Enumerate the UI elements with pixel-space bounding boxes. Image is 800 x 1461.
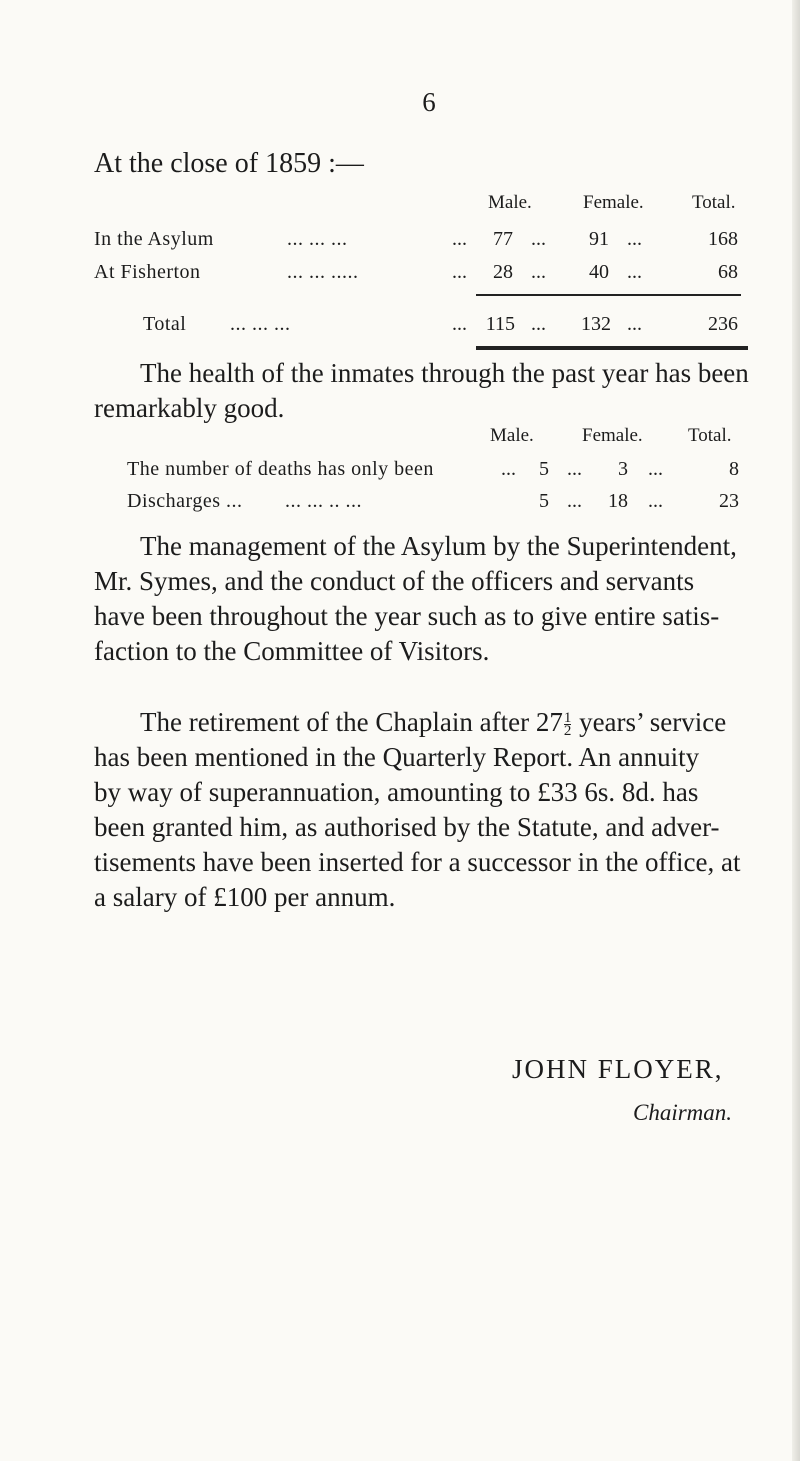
signature-name: JOHN FLOYER,: [512, 1054, 724, 1084]
row-female: 40: [589, 261, 609, 283]
row-male: 5: [539, 490, 549, 512]
row-female: 91: [589, 228, 609, 250]
page-edge: [792, 0, 800, 1461]
row-sep: ...: [452, 261, 467, 283]
row-female: 3: [618, 458, 628, 480]
row-total: 236: [708, 313, 738, 335]
row-leader: ... ... ...: [230, 313, 291, 335]
fraction: [563, 710, 572, 740]
fraction-denominator: 2: [563, 723, 572, 740]
row-sep: ...: [567, 490, 582, 512]
row-male: 5: [539, 458, 549, 480]
row-sep: ...: [627, 228, 642, 250]
signature-title: Chairman.: [633, 1100, 733, 1125]
row-sep: ...: [627, 313, 642, 335]
text-line: Mr. Symes, and the conduct of the officers and servants: [94, 566, 695, 596]
census-col-male: Male.: [488, 192, 532, 213]
text-line: faction to the Committee of Visitors.: [94, 636, 490, 666]
row-sep: ...: [531, 228, 546, 250]
row-label: Discharges ...: [127, 490, 243, 512]
text-segment: The retirement of the Chaplain after 27: [140, 707, 563, 737]
census-heading: At the close of 1859 :—: [94, 148, 364, 179]
row-leader: ... ... ...: [287, 228, 348, 250]
text-segment: years’ service: [572, 707, 727, 737]
row-sep: ...: [452, 228, 467, 250]
row-total: 68: [718, 261, 738, 283]
row-sep: ...: [648, 490, 663, 512]
row-female: 18: [608, 490, 628, 512]
census-col-female: Female.: [583, 192, 644, 213]
row-sep: ...: [627, 261, 642, 283]
row-label: At Fisherton: [94, 261, 201, 283]
text-line: The management of the Asylum by the Superintendent,: [140, 531, 737, 561]
row-sep: ...: [567, 458, 582, 480]
row-sep: ...: [531, 261, 546, 283]
text-line: been granted him, as authorised by the Statute, and adver-: [94, 812, 720, 842]
health-col-female: Female.: [582, 425, 643, 446]
text-line: have been throughout the year such as to give entire satis-: [94, 601, 720, 631]
text-line: by way of superannuation, amounting to £33 6s. 8d. has: [94, 777, 699, 807]
row-male: 115: [485, 313, 515, 335]
row-label: Total: [143, 313, 187, 335]
row-leader: ... ... .. ...: [285, 490, 362, 512]
row-male: 77: [493, 228, 513, 250]
health-col-male: Male.: [490, 425, 534, 446]
text-line: a salary of £100 per annum.: [94, 882, 396, 912]
health-paragraph: [94, 356, 754, 426]
text-line: [94, 705, 754, 740]
row-male: 28: [493, 261, 513, 283]
row-sep: ...: [648, 458, 663, 480]
health-col-total: Total.: [688, 425, 732, 446]
row-total: 8: [729, 458, 739, 480]
row-sep: ...: [531, 313, 546, 335]
row-label: In the Asylum: [94, 228, 214, 250]
text-line: The health of the inmates through the past year has been: [140, 358, 749, 388]
row-label: The number of deaths has only been: [127, 458, 434, 480]
text-line: has been mentioned in the Quarterly Report. An annuity: [94, 742, 700, 772]
text-line: tisements have been inserted for a successor in the office, at: [94, 847, 741, 877]
page-number: 6: [422, 87, 436, 117]
row-leader: ... ... .....: [287, 261, 359, 283]
retirement-paragraph: [94, 705, 754, 915]
management-paragraph: [94, 529, 754, 669]
row-total: 168: [708, 228, 738, 250]
census-col-total: Total.: [692, 192, 736, 213]
row-leader: ...: [501, 458, 516, 480]
row-female: 132: [581, 313, 611, 335]
row-sep: ...: [452, 313, 467, 335]
sum-rule: [476, 294, 741, 296]
fraction-numerator: 1: [563, 710, 572, 727]
text-line: remarkably good.: [94, 393, 285, 423]
row-total: 23: [719, 490, 739, 512]
total-rule: [476, 346, 748, 350]
